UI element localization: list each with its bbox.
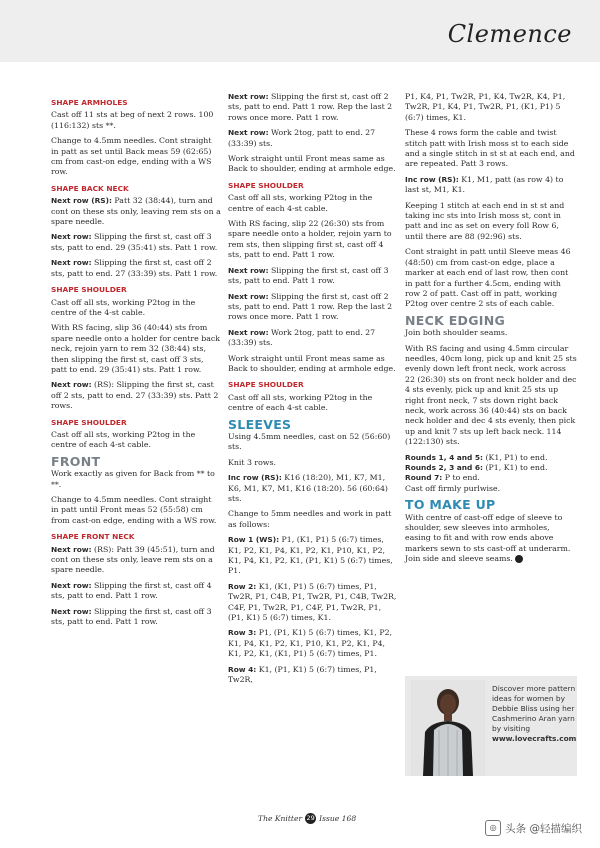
instruction-text: With RS facing, slip 36 (40:44) sts from spare needle onto a holder for centre back neck, rejoin yarn to rem 32 (38:44) sts, then slipping the first st, cast off 3 sts, patt to end. 29 (35:41) sts. Patt 1 row.: [51, 323, 220, 374]
promo-description: Discover more pattern ideas for women by Debbie Bliss using her Cashmerino Aran yarn by visiting: [492, 684, 576, 733]
row-label: Next row (RS):: [51, 196, 112, 206]
instruction-text: Change to 4.5mm needles. Cont straight in patt as set until Back meas 59 (62:65) cm from cast-on edge, ending with a WS row.: [51, 136, 212, 177]
instruction-paragraph: [51, 581, 221, 602]
instruction-paragraph: [228, 393, 398, 414]
major-heading: FRONT: [51, 453, 101, 469]
instruction-text: Work 2tog, patt to end. 27 (33:39) sts.: [228, 327, 376, 348]
instruction-paragraph: [228, 535, 398, 577]
instruction-text: K1, (P1, K1) 5 (6:7) times, P1, Tw2R,: [228, 664, 377, 685]
instruction-paragraph: [228, 354, 398, 375]
instruction-text: P1, (P1, K1) 5 (6:7) times, K1, P2, K1, P4, K1, P2, K1, P10, K1, P2, K1, P4, K1, P2, K1, (K1, P1) 5 (6:7) times, P1.: [228, 628, 393, 659]
instruction-text: Slipping the first st, cast off 2 sts, patt to end. 27 (33:39) sts. Patt 1 row.: [51, 258, 218, 278]
promo-link[interactable]: www.lovecrafts.com: [492, 734, 577, 743]
instruction-paragraph: [405, 247, 577, 309]
end-mark-icon: [515, 555, 523, 563]
instruction-text: Cast off all sts, working P2tog in the centre of each 4-st cable.: [228, 392, 373, 413]
instruction-text: Slipping the first st, cast off 3 sts, patt to end. Patt 1 row.: [51, 606, 212, 627]
instruction-text: Change to 4.5mm needles. Cont straight in patt until Front meas 52 (55:58) cm from cast-on edge, ending with a WS row.: [51, 495, 217, 525]
instruction-text: Keeping 1 stitch at each end in st st and taking inc sts into Irish moss st, cont in patt and inc as set on every foll Row 6, until there are 88 (92:96) sts.: [405, 200, 565, 241]
instruction-text: Using 4.5mm needles, cast on 52 (56:60) sts.: [228, 431, 391, 452]
instruction-text: Cast off all sts, working P2tog in the centre of each 4-st cable.: [228, 193, 373, 213]
instruction-text: Slipping the first st, cast off 4 sts, patt to end. Patt 1 row.: [51, 580, 212, 601]
row-label: Next row:: [228, 265, 269, 275]
major-heading: NECK EDGING: [405, 312, 506, 328]
instruction-paragraph: [405, 92, 577, 123]
instruction-text: P1, (K1, P1) 5 (6:7) times, K1, P2, K1, P4, K1, P2, K1, P10, K1, P2, K1, P4, K1, P2, K1, (P1, K1) 5 (6:7) times, P1.: [228, 535, 393, 576]
instruction-paragraph: [51, 258, 221, 279]
model-photo: [411, 680, 485, 776]
instruction-paragraph: [405, 128, 577, 170]
promo-text: [492, 684, 576, 744]
instruction-paragraph: [405, 175, 577, 196]
instruction-text: (RS): Slipping the first st, cast off 2 sts, patt to end. 27 (33:39) sts. Patt 2 rows.: [51, 380, 219, 411]
instruction-text: Patt 32 (38:44), turn and cont on these sts only, leaving rem sts on a spare needle.: [51, 196, 221, 227]
row-label: Next row:: [51, 544, 92, 554]
instruction-paragraph: [228, 154, 398, 175]
instruction-text: Join both shoulder seams.: [405, 328, 508, 338]
instruction-paragraph: [228, 193, 398, 214]
instruction-paragraph: [51, 607, 221, 628]
instruction-text: With RS facing, slip 22 (26:30) sts from spare needle onto a holder, rejoin yarn to rem sts, then slipping first st, cast off 4 sts, patt to end. Patt 1 row.: [228, 219, 392, 260]
row-label: Next row:: [228, 327, 269, 337]
row-label: Inc row (RS):: [228, 473, 282, 483]
instruction-paragraph: [405, 453, 577, 495]
instruction-paragraph: [51, 495, 221, 526]
instruction-paragraph: [51, 298, 221, 319]
section-heading: SHAPE SHOULDER: [228, 380, 304, 390]
instruction-text: Work straight until Front meas same as Back to shoulder, ending at armhole edge.: [228, 353, 396, 373]
instruction-text: P to end.: [442, 473, 480, 483]
instruction-text: Work straight until Front meas same as Back to shoulder, ending at armhole edge.: [228, 154, 396, 174]
instruction-text: K16 (18:20), M1, K7, M1, K6, M1, K7, M1, K16 (18:20). 56 (60:64) sts.: [228, 473, 388, 503]
row-label: Next row:: [51, 232, 92, 242]
instruction-text: Work exactly as given for Back from ** to **.: [51, 469, 215, 489]
page-number: 29: [306, 814, 315, 822]
instruction-text: Knit 3 rows.: [228, 457, 276, 467]
column-1: [51, 92, 221, 632]
instruction-text: (K1, P1) to end.: [483, 452, 548, 462]
section-heading: SHAPE SHOULDER: [51, 417, 127, 427]
instruction-paragraph: [51, 110, 221, 131]
instruction-paragraph: [228, 582, 398, 624]
row-label: Next row:: [228, 291, 269, 301]
instruction-paragraph: [51, 196, 221, 227]
instruction-text: Slipping the first st, cast off 2 sts, patt to end. Patt 1 row. Rep the last 2 rows once more. Patt 1 row.: [228, 92, 393, 122]
row-label: Inc row (RS):: [405, 174, 459, 184]
instruction-text: (RS): Patt 39 (45:51), turn and cont on these sts only, leave rem sts on a spare needle.: [51, 544, 215, 575]
instruction-paragraph: [228, 219, 398, 261]
issue-number: Issue 168: [319, 814, 357, 823]
instruction-paragraph: [405, 201, 577, 243]
magazine-name: The Knitter: [258, 814, 303, 823]
promo-box: [405, 676, 577, 776]
instruction-paragraph: [405, 513, 577, 565]
instruction-paragraph: [228, 665, 398, 686]
instruction-text: Slipping the first st, cast off 3 sts, patt to end. Patt 1 row.: [228, 265, 389, 286]
instruction-paragraph: [228, 458, 398, 468]
instruction-paragraph: [51, 545, 221, 576]
pattern-title: Clemence: [447, 20, 572, 48]
watermark-logo-icon: ◎: [485, 820, 501, 836]
row-label: Round 7:: [405, 473, 443, 483]
row-label: Row 1 (WS):: [228, 535, 280, 545]
major-heading: TO MAKE UP: [405, 497, 496, 513]
instruction-text: With centre of cast-off edge of sleeve to shoulder, sew sleeves into armholes, easing to fit and with row ends above markers sewn to sts cast-off at underarm. Join side and sleeve seams.: [405, 512, 571, 564]
row-label: Next row:: [51, 380, 92, 390]
watermark: [485, 820, 582, 836]
row-label: Row 2:: [228, 581, 257, 591]
instruction-text: Cast off all sts, working P2tog in the centre of the 4-st cable.: [51, 297, 196, 317]
instruction-text: P1, K4, P1, Tw2R, P1, K4, Tw2R, K4, P1, Tw2R, P1, K4, P1, Tw2R, P1, (K1, P1) 5 (6:7) times, K1.: [405, 92, 566, 122]
instruction-paragraph: [228, 328, 398, 349]
instruction-text: Change to 5mm needles and work in patt as follows:: [228, 509, 392, 529]
instruction-text: Slipping the first st, cast off 3 sts, patt to end. 29 (35:41) sts. Patt 1 row.: [51, 232, 218, 252]
instruction-text: Cast off all sts, working P2tog in the centre of each 4-st cable.: [51, 429, 196, 450]
instruction-text: Cast off 11 sts at beg of next 2 rows. 100 (116:132) sts **.: [51, 110, 214, 130]
row-label: Rounds 2, 3 and 6:: [405, 463, 484, 472]
watermark-text: 头条 @轻描编织: [505, 822, 582, 835]
instruction-text: With RS facing and using 4.5mm circular needles, 40cm long, pick up and knit 25 sts evenly down left front neck, work across 22 (26:30) sts on front neck holder and dec 4 sts evenly, pick up and knit 25 sts up right front neck, 7 sts down right back neck, work across 36 (40:44) sts on back neck holder and dec 4 sts evenly, then pick up and knit 7 sts up left back neck. 114 (122:130) sts.: [405, 343, 577, 447]
row-label: Rounds 1, 4 and 5:: [405, 452, 484, 462]
section-heading: SHAPE FRONT NECK: [51, 532, 135, 542]
section-heading: SHAPE ARMHOLES: [51, 98, 128, 107]
instruction-paragraph: [51, 430, 221, 451]
row-label: Row 4:: [228, 664, 257, 674]
instruction-paragraph: [228, 266, 398, 287]
instruction-paragraph: [228, 292, 398, 323]
section-heading: SHAPE BACK NECK: [51, 183, 129, 193]
instruction-text: Work 2tog, patt to end. 27 (33:39) sts.: [228, 128, 376, 148]
column-3: [405, 92, 577, 570]
instruction-paragraph: [405, 328, 577, 338]
instruction-paragraph: [51, 380, 221, 411]
instruction-paragraph: [228, 628, 398, 659]
row-label: Row 3:: [228, 628, 257, 638]
instruction-paragraph: [51, 469, 221, 490]
row-label: Next row:: [51, 580, 92, 590]
row-label: Next row:: [51, 258, 92, 268]
instruction-text: (P1, K1) to end.: [483, 463, 548, 472]
section-heading: SHAPE SHOULDER: [51, 285, 127, 295]
instruction-text: Slipping the first st, cast off 2 sts, patt to end. Patt 1 row. Rep the last 2 rows once more. Patt 1 row.: [228, 291, 393, 322]
instruction-paragraph: [51, 136, 221, 178]
instruction-paragraph: [228, 128, 398, 149]
instruction-paragraph: [228, 92, 398, 123]
section-heading: SHAPE SHOULDER: [228, 180, 304, 190]
instruction-text: K1, (K1, P1) 5 (6:7) times, P1, Tw2R, P1, C4B, P1, Tw2R, P1, C4B, Tw2R, C4F, P1, Tw2R, P1, C4F, P1, Tw2R, P1, (P1, K1) 5 (6:7) times, K1.: [228, 581, 397, 623]
instruction-text: Cont straight in patt until Sleeve meas 46 (48:50) cm from cast-on edge, place a marker at each end of last row, then cont in patt for a further 4.5cm, ending with row 2 of patt. Cast off in patt, working P2tog over centre 2 sts of each cable.: [405, 247, 571, 309]
instruction-text: These 4 rows form the cable and twist stitch patt with Irish moss st to each side and a single stitch in st st at each end, and are repeated. Patt 3 rows.: [405, 128, 575, 169]
instruction-text: K1, M1, patt (as row 4) to last st, M1, K1.: [405, 174, 564, 195]
column-2: [228, 92, 398, 691]
row-label: Next row:: [228, 128, 269, 138]
page-footer: [258, 813, 356, 824]
instruction-paragraph: [51, 232, 221, 253]
instruction-text: Cast off firmly purlwise.: [405, 483, 501, 493]
major-heading: SLEEVES: [228, 416, 292, 432]
row-label: Next row:: [228, 92, 269, 101]
instruction-paragraph: [228, 473, 398, 504]
instruction-paragraph: [51, 323, 221, 375]
instruction-paragraph: [228, 432, 398, 453]
instruction-paragraph: [228, 509, 398, 530]
row-label: Next row:: [51, 606, 92, 616]
instruction-paragraph: [405, 344, 577, 448]
